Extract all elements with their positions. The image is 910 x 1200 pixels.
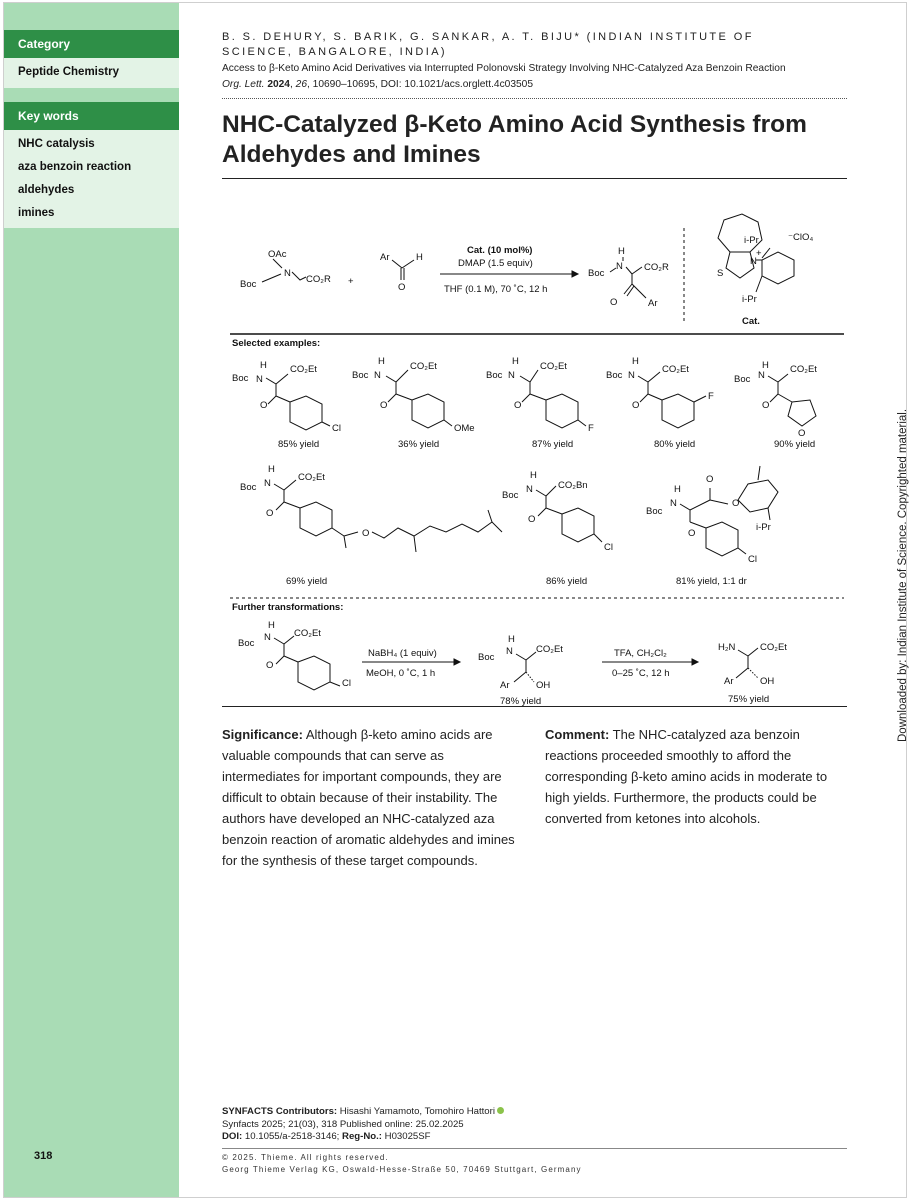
citation: Org. Lett. 2024, 26, 10690–10695, DOI: 10.1021/acs.orglett.4c03505 — [222, 79, 533, 90]
citation-volume: 26 — [295, 79, 307, 90]
yield-label: 69% yield — [286, 576, 328, 587]
label-o: O — [266, 660, 274, 671]
doi-value: 10.1055/a-2518-3146; — [242, 1131, 343, 1142]
footer-contributors — [222, 1106, 504, 1144]
ft-arrowhead-2 — [692, 659, 698, 665]
label-ester-o: O — [706, 474, 714, 485]
label-h: H — [416, 252, 423, 263]
further-transformations-heading: Further transformations: — [232, 602, 344, 613]
label-boc: Boc — [240, 482, 257, 493]
label-boc: Boc — [486, 370, 503, 381]
catalyst-structure — [717, 214, 813, 327]
header-divider — [222, 98, 847, 99]
label-oh: OH — [536, 680, 551, 691]
label-n: N — [264, 478, 271, 489]
ft-step1-conditions: MeOH, 0 ˚C, 1 h — [366, 668, 436, 679]
ft-mid-structure — [478, 634, 563, 707]
keyword-item: aza benzoin reaction — [18, 161, 132, 173]
yield-label: 90% yield — [774, 439, 816, 450]
conditions-base: DMAP (1.5 equiv) — [458, 258, 533, 269]
ft-step1-reagent: NaBH₄ (1 equiv) — [368, 648, 437, 659]
label-boc: Boc — [238, 638, 255, 649]
label-boc: Boc — [502, 490, 519, 501]
label-ester: CO₂Et — [540, 361, 567, 372]
label-n: N — [374, 370, 381, 381]
arrowhead — [572, 271, 578, 277]
label-n: N — [526, 484, 533, 495]
label-anion: ⁻ClO₄ — [788, 232, 814, 243]
page-number: 318 — [34, 1150, 53, 1162]
comment-label: Comment: — [545, 727, 610, 742]
label-o: O — [266, 508, 274, 519]
ft-step2-conditions: 0–25 ˚C, 12 h — [612, 668, 670, 679]
label-h: H — [378, 356, 385, 367]
label-h: H — [508, 634, 515, 645]
label-o: O — [610, 297, 618, 308]
label-n: N — [256, 374, 263, 385]
download-notice: Downloaded by: Indian Institute of Science. Copyrighted material. — [897, 408, 909, 742]
label-boc: Boc — [606, 370, 623, 381]
label-boc: Boc — [734, 374, 751, 385]
plus-sign: + — [348, 276, 354, 287]
label-n: N — [264, 632, 271, 643]
label-ipr: i-Pr — [756, 522, 771, 533]
label-co2r: CO₂R — [306, 274, 331, 285]
label-ester: CO₂Et — [298, 472, 325, 483]
ft-arrowhead-1 — [454, 659, 460, 665]
doi-label: DOI: — [222, 1131, 243, 1142]
label-co2r: CO₂R — [644, 262, 669, 273]
conditions-solvent: THF (0.1 M), 70 ˚C, 12 h — [444, 284, 548, 295]
label-sub: F — [588, 423, 594, 434]
label-sub: Cl — [332, 423, 341, 434]
label-o: O — [528, 514, 536, 525]
page-title: NHC-Catalyzed β-Keto Amino Acid Synthesis from Aldehydes and Imines — [222, 111, 807, 168]
label-ester: CO₂Et — [662, 364, 689, 375]
footer-rule — [222, 1148, 847, 1149]
article-title: Access to β-Keto Amino Acid Derivatives via Interrupted Polonovski Strategy Involving NHC-Catalyzed Aza Benzoin Reaction — [222, 63, 786, 74]
label-ester: CO₂Et — [536, 644, 563, 655]
label-h: H — [512, 356, 519, 367]
label-n: N — [616, 261, 623, 272]
keywords-box — [4, 130, 179, 228]
keyword-item: aldehydes — [18, 184, 75, 196]
label-n: N — [628, 370, 635, 381]
example-3 — [486, 356, 594, 450]
label-ester: CO₂Et — [294, 628, 321, 639]
label-h: H — [762, 360, 769, 371]
label-o: O — [398, 282, 406, 293]
label-o: O — [762, 400, 770, 411]
label-boc: Boc — [478, 652, 495, 663]
label-h2n: H₂N — [718, 642, 736, 653]
label-o: O — [632, 400, 640, 411]
label-cat: Cat. — [742, 316, 760, 327]
label-h: H — [268, 620, 275, 631]
authors: B. S. DEHURY, S. BARIK, G. SANKAR, A. T. BIJU* (INDIAN INSTITUTE OF SCIENCE, BANGALORE, INDIA) — [222, 31, 754, 58]
label-h: H — [530, 470, 537, 481]
comment-paragraph — [545, 724, 845, 829]
yield-label: 80% yield — [654, 439, 696, 450]
ft-start-structure — [238, 620, 351, 690]
scheme-bottom-rule — [222, 706, 847, 707]
label-ester: CO₂Et — [290, 364, 317, 375]
category-value: Peptide Chemistry — [18, 66, 119, 78]
label-h: H — [268, 464, 275, 475]
label-o: O — [688, 528, 696, 539]
ft-mid-yield: 78% yield — [500, 696, 542, 707]
label-oh: OH — [760, 676, 775, 687]
label-n: N — [758, 370, 765, 381]
label-boc: Boc — [352, 370, 369, 381]
reg-label: Reg-No.: — [342, 1131, 382, 1142]
example-5 — [734, 360, 817, 450]
label-sub: O — [798, 428, 806, 439]
example-8 — [646, 466, 778, 587]
category-heading: Category — [4, 30, 179, 58]
footer-copyright — [222, 1152, 582, 1176]
comment-text: The NHC-catalyzed aza benzoin reactions proceeded smoothly to afford the corresponding β-keto amino acids in moderate to high yields. Furthermore, the products could be converted from ketones into alcohols. — [545, 727, 828, 826]
ft-end-yield: 75% yield — [728, 694, 770, 705]
label-o: O — [732, 498, 740, 509]
selected-examples-heading: Selected examples: — [232, 338, 321, 349]
journal-name: Org. Lett. — [222, 79, 265, 90]
label-n: N — [284, 268, 291, 279]
label-ester: CO₂Et — [410, 361, 437, 372]
label-n: N — [508, 370, 515, 381]
yield-label: 86% yield — [546, 576, 588, 587]
label-o: O — [260, 400, 268, 411]
product-structure — [588, 246, 669, 309]
label-sub: O — [362, 528, 370, 539]
contributors-label: SYNFACTS Contributors: — [222, 1106, 338, 1117]
label-sub: Cl — [748, 554, 757, 565]
label-ar: Ar — [724, 676, 734, 687]
label-n: N — [670, 498, 677, 509]
example-4 — [606, 356, 714, 450]
conditions-catalyst: Cat. (10 mol%) — [467, 245, 533, 256]
label-ar: Ar — [648, 298, 658, 309]
contributors-names: Hisashi Yamamoto, Tomohiro Hattori — [337, 1106, 495, 1117]
citation-year: 2024 — [267, 79, 290, 90]
label-n: N — [506, 646, 513, 657]
label-ar: Ar — [380, 252, 390, 263]
category-box — [4, 58, 179, 88]
label-cl: Cl — [342, 678, 351, 689]
yield-label: 87% yield — [532, 439, 574, 450]
reaction-scheme — [222, 210, 852, 707]
ft-end-structure — [718, 642, 787, 705]
reagent-aldehyde — [380, 252, 423, 293]
label-boc: Boc — [232, 373, 249, 384]
significance-paragraph — [222, 724, 522, 871]
label-boc: Boc — [588, 268, 605, 279]
label-ester: CO₂Et — [790, 364, 817, 375]
label-sub: F — [708, 391, 714, 402]
orcid-icon[interactable] — [497, 1107, 504, 1114]
label-h: H — [260, 360, 267, 371]
label-sub: OMe — [454, 423, 475, 434]
example-2 — [352, 356, 475, 450]
label-ipr-top: i-Pr — [744, 235, 759, 246]
label-ipr-bottom: i-Pr — [742, 294, 757, 305]
significance-text: Although β-keto amino acids are valuable compounds that can serve as intermediates for important compounds, they are difficult to obtain because of their instability. The authors have developed an NHC-catalyzed aza benzoin reaction of aromatic aldehydes and imines for the synthesis of these target compounds. — [222, 727, 515, 868]
label-ester: CO₂Bn — [558, 480, 588, 491]
reg-value: H03025SF — [382, 1131, 431, 1142]
label-s: S — [717, 268, 724, 279]
citation-pages-doi: , 10690–10695, DOI: 10.1021/acs.orglett.4c03505 — [307, 79, 533, 90]
label-h: H — [618, 246, 625, 257]
example-7 — [502, 470, 613, 587]
label-plus: + — [756, 248, 762, 259]
keyword-item: imines — [18, 207, 55, 219]
example-1 — [232, 360, 341, 450]
yield-label: 85% yield — [278, 439, 320, 450]
label-boc: Boc — [646, 506, 663, 517]
label-boc: Boc — [240, 279, 257, 290]
label-h: H — [674, 484, 681, 495]
label-o: O — [380, 400, 388, 411]
yield-label: 81% yield, 1:1 dr — [676, 576, 747, 587]
example-6 — [240, 464, 502, 587]
label-o: O — [514, 400, 522, 411]
keyword-item: NHC catalysis — [18, 138, 95, 150]
journal-line: Synfacts 2025; 21(03), 318 Published online: 25.02.2025 — [222, 1118, 464, 1130]
label-n: N — [750, 256, 757, 267]
copyright-line: © 2025. Thieme. All rights reserved. — [222, 1153, 389, 1162]
publisher-line: Georg Thieme Verlag KG, Oswald-Hesse-Straße 50, 70469 Stuttgart, Germany — [222, 1165, 582, 1174]
label-h: H — [632, 356, 639, 367]
label-ar: Ar — [500, 680, 510, 691]
label-ester: CO₂Et — [760, 642, 787, 653]
label-sub: Cl — [604, 542, 613, 553]
title-rule — [222, 178, 847, 179]
keywords-heading: Key words — [4, 102, 179, 130]
label-oac: OAc — [268, 249, 287, 260]
yield-label: 36% yield — [398, 439, 440, 450]
significance-label: Significance: — [222, 727, 303, 742]
reagent-hydroxamate — [240, 249, 331, 290]
ft-step2-reagent: TFA, CH₂Cl₂ — [614, 648, 667, 659]
